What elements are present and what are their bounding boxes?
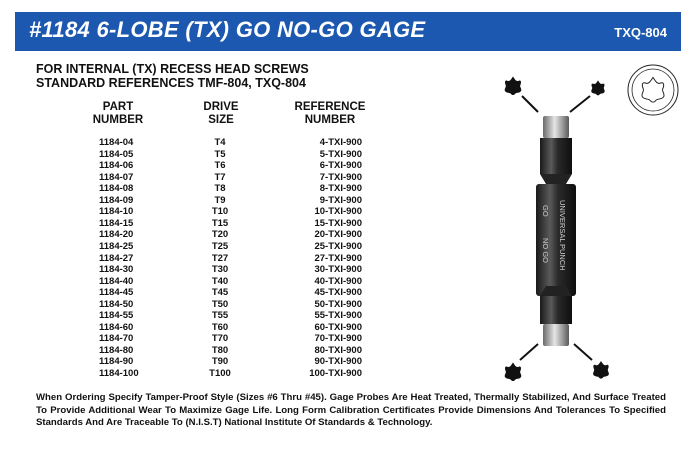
table-row: [0, 345, 420, 356]
product-code: TXQ-804: [614, 25, 667, 40]
part-number-cell: 1184-04: [99, 137, 134, 148]
column-header-drive-size: DRIVE SIZE: [203, 101, 239, 126]
go-label: GO: [541, 205, 550, 217]
reference-number-cell: 4-TXI-900: [319, 137, 362, 148]
reference-number-cell: 7-TXI-900: [319, 171, 362, 183]
drive-size-cell: T27: [211, 252, 229, 264]
table-row: [0, 356, 420, 367]
drive-size-cell: T5: [214, 148, 226, 160]
drive-size-cell: T8: [214, 183, 226, 195]
table-row: [0, 299, 420, 310]
drive-size-cell: T15: [211, 217, 229, 229]
drive-size-cell: T4: [214, 137, 226, 148]
drive-size-cell: T45: [211, 287, 229, 299]
table-row: [0, 195, 420, 206]
torx-icon: [505, 363, 522, 382]
reference-number-cell: 27-TXI-900: [314, 252, 362, 264]
drive-size-cell: T7: [214, 171, 226, 183]
reference-number-cell: 100-TXI-900: [309, 368, 362, 379]
table-row: [0, 287, 420, 298]
table-row: [0, 276, 420, 287]
drive-size-cell: T100: [209, 368, 231, 379]
leader-line: [522, 96, 538, 112]
drive-size-cell: T40: [211, 275, 229, 287]
torx-icon: [593, 361, 609, 379]
reference-number-cell: 45-TXI-900: [314, 287, 362, 299]
subtitle-line-2: STANDARD REFERENCES TMF-804, TXQ-804: [36, 76, 306, 90]
reference-number-cell: 10-TXI-900: [314, 206, 362, 218]
drive-size-cell: T55: [211, 310, 229, 322]
table-row: [0, 264, 420, 275]
part-number-cell: 1184-20: [99, 229, 134, 241]
table-row: [0, 172, 420, 183]
table-row: [0, 229, 420, 240]
reference-number-cell: 40-TXI-900: [314, 275, 362, 287]
universal-label: UNIVERSAL: [558, 200, 567, 243]
part-number-cell: 1184-45: [99, 287, 134, 299]
torx-recess-detail-icon: [628, 65, 678, 115]
reference-number-cell: 60-TXI-900: [314, 321, 362, 333]
leader-line: [570, 96, 590, 112]
table-row: [0, 149, 420, 160]
reference-number-cell: 30-TXI-900: [314, 264, 362, 276]
header: [0, 0, 696, 52]
part-number-cell: 1184-70: [99, 333, 134, 345]
drive-size-cell: T70: [211, 333, 229, 345]
drive-size-cell: T80: [211, 344, 229, 356]
table-row: [0, 160, 420, 171]
go-probe: [543, 116, 569, 138]
reference-number-cell: 20-TXI-900: [314, 229, 362, 241]
part-number-cell: 1184-55: [99, 310, 134, 322]
reference-number-cell: 8-TXI-900: [319, 183, 362, 195]
column-header-reference-number: REFERENCE NUMBER: [294, 101, 366, 126]
reference-number-cell: 80-TXI-900: [314, 344, 362, 356]
reference-number-cell: 70-TXI-900: [314, 333, 362, 345]
part-number-cell: 1184-08: [99, 183, 134, 195]
part-number-cell: 1184-40: [99, 275, 134, 287]
part-number-cell: 1184-07: [99, 171, 134, 183]
torx-icon: [505, 77, 522, 96]
reference-number-cell: 15-TXI-900: [314, 217, 362, 229]
footnote: When Ordering Specify Tamper-Proof Style (Sizes #6 Thru #45). Gage Probes Are Heat Treated, Thermally Stabilized, And Surface Treated To Provide Additional Wear To Maximize Gage Life. Long Form Calibration Certificates Provide Dimensions And Tolerances To Specified Standards And Are Traceable To (N.I.S.T) National Institute Of Standards & Technology.: [36, 392, 666, 428]
reference-number-cell: 50-TXI-900: [314, 298, 362, 310]
drive-size-cell: T6: [214, 160, 226, 172]
table-row: [0, 218, 420, 229]
reference-number-cell: 55-TXI-900: [314, 310, 362, 322]
part-number-cell: 1184-90: [99, 356, 134, 368]
table-row: [0, 310, 420, 321]
part-number-cell: 1184-15: [99, 217, 134, 229]
part-number-cell: 1184-27: [99, 252, 134, 264]
subtitle-line-1: FOR INTERNAL (TX) RECESS HEAD SCREWS: [36, 62, 309, 76]
drive-size-cell: T90: [211, 356, 229, 368]
drive-size-cell: T25: [211, 240, 229, 252]
drive-size-cell: T30: [211, 264, 229, 276]
part-number-cell: 1184-60: [99, 321, 134, 333]
drive-size-cell: T20: [211, 229, 229, 241]
leader-line: [574, 344, 592, 360]
part-number-cell: 1184-05: [99, 148, 134, 160]
reference-number-cell: 5-TXI-900: [319, 148, 362, 160]
leader-line: [520, 344, 538, 360]
drive-size-cell: T50: [211, 298, 229, 310]
part-number-cell: 1184-80: [99, 344, 134, 356]
part-number-cell: 1184-100: [99, 368, 139, 379]
gage-illustration: [480, 60, 696, 390]
reference-number-cell: 90-TXI-900: [314, 356, 362, 368]
part-number-cell: 1184-30: [99, 264, 134, 276]
part-number-cell: 1184-25: [99, 240, 134, 252]
part-number-cell: 1184-09: [99, 194, 134, 206]
gage-lower-handle: [540, 296, 572, 324]
table-row: [0, 253, 420, 264]
part-number-cell: 1184-06: [99, 160, 134, 172]
title-bar: [15, 12, 681, 51]
drive-size-cell: T10: [211, 206, 229, 218]
gage-upper-handle: [540, 138, 572, 174]
drive-size-cell: T9: [214, 194, 226, 206]
drive-size-cell: T60: [211, 321, 229, 333]
page-title: #1184 6-LOBE (TX) GO NO-GO GAGE: [29, 17, 426, 42]
torx-icon: [591, 80, 604, 95]
part-number-cell: 1184-10: [99, 206, 134, 218]
no-go-probe: [543, 324, 569, 346]
punch-label: PUNCH: [558, 244, 567, 271]
table-row: [0, 183, 420, 194]
table-row: [0, 333, 420, 344]
reference-number-cell: 9-TXI-900: [319, 194, 362, 206]
table-row: [0, 241, 420, 252]
table-row: [0, 322, 420, 333]
reference-number-cell: 6-TXI-900: [319, 160, 362, 172]
part-number-cell: 1184-50: [99, 298, 134, 310]
reference-number-cell: 25-TXI-900: [314, 240, 362, 252]
no-go-label: NO GO: [541, 238, 550, 264]
table-row: [0, 137, 420, 148]
table-row: [0, 368, 420, 379]
table-row: [0, 206, 420, 217]
column-header-part-number: PART NUMBER: [92, 101, 144, 126]
